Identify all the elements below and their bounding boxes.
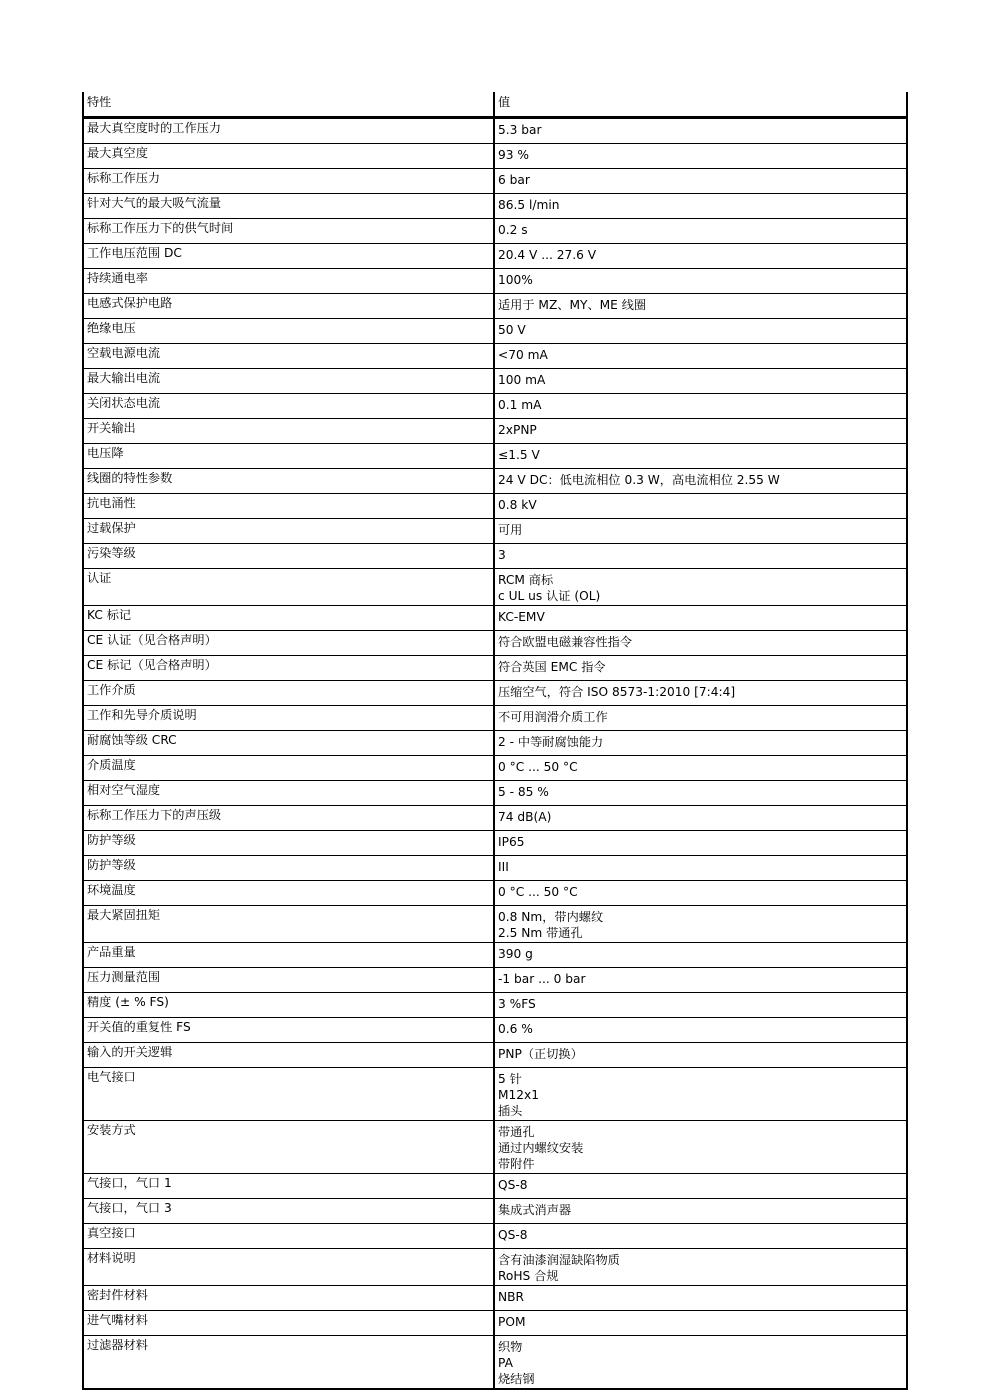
- property-label: 认证: [83, 569, 494, 606]
- property-value: [494, 631, 907, 656]
- property-value-line: 0.6 %: [498, 1022, 533, 1036]
- property-value-line: PNP（正切换）: [498, 1047, 583, 1061]
- table-row: [83, 1068, 907, 1121]
- property-value: [494, 806, 907, 831]
- property-label: 压力测量范围: [83, 968, 494, 993]
- property-label: 精度 (± % FS): [83, 993, 494, 1018]
- table-row: [83, 1286, 907, 1311]
- property-label: 线圈的特性参数: [83, 469, 494, 494]
- table-row: [83, 806, 907, 831]
- property-value-line: 不可用润滑介质工作: [498, 710, 608, 724]
- property-value: [494, 881, 907, 906]
- property-label: 最大输出电流: [83, 369, 494, 394]
- property-label: 抗电涌性: [83, 494, 494, 519]
- table-row: [83, 394, 907, 419]
- property-value: [494, 731, 907, 756]
- property-label: 气接口，气口 1: [83, 1174, 494, 1199]
- property-value-line: 100%: [498, 273, 533, 287]
- property-label: 绝缘电压: [83, 319, 494, 344]
- property-value: [494, 344, 907, 369]
- table-row: [83, 731, 907, 756]
- property-value: [494, 319, 907, 344]
- property-label: 气接口，气口 3: [83, 1199, 494, 1224]
- property-label: 介质温度: [83, 756, 494, 781]
- table-row: [83, 756, 907, 781]
- table-row: [83, 656, 907, 681]
- property-label: 电压降: [83, 444, 494, 469]
- property-value-line: 24 V DC：低电流相位 0.3 W，高电流相位 2.55 W: [498, 473, 780, 487]
- property-label: 工作电压范围 DC: [83, 244, 494, 269]
- property-value: [494, 706, 907, 731]
- property-label: 最大紧固扭矩: [83, 906, 494, 943]
- table-row: [83, 856, 907, 881]
- table-row: [83, 444, 907, 469]
- table-row: [83, 606, 907, 631]
- table-row: [83, 144, 907, 169]
- property-value-line: 2.5 Nm 带通孔: [498, 926, 583, 940]
- property-value-line: 50 V: [498, 323, 526, 337]
- property-value: [494, 394, 907, 419]
- property-label: 密封件材料: [83, 1286, 494, 1311]
- property-value: [494, 169, 907, 194]
- property-value: [494, 219, 907, 244]
- property-value-line: KC-EMV: [498, 610, 545, 624]
- property-value: [494, 519, 907, 544]
- property-label: 标称工作压力下的供气时间: [83, 219, 494, 244]
- property-value: [494, 1068, 907, 1121]
- property-value: [494, 756, 907, 781]
- property-label: 耐腐蚀等级 CRC: [83, 731, 494, 756]
- property-label: 开关输出: [83, 419, 494, 444]
- property-value-line: 3 %FS: [498, 997, 536, 1011]
- table-row: [83, 294, 907, 319]
- table-row: [83, 344, 907, 369]
- property-value-line: RCM 商标: [498, 573, 554, 587]
- property-value: [494, 656, 907, 681]
- table-row: [83, 681, 907, 706]
- property-value: [494, 1018, 907, 1043]
- property-value-line: 符合欧盟电磁兼容性指令: [498, 635, 633, 649]
- property-label: 最大真空度: [83, 144, 494, 169]
- property-value: [494, 1174, 907, 1199]
- table-row: [83, 968, 907, 993]
- property-value: [494, 494, 907, 519]
- property-label: 污染等级: [83, 544, 494, 569]
- property-label: 最大真空度时的工作压力: [83, 118, 494, 144]
- property-value: [494, 993, 907, 1018]
- table-row: [83, 831, 907, 856]
- table-row: [83, 781, 907, 806]
- property-value-line: 5 - 85 %: [498, 785, 549, 799]
- table-row: [83, 244, 907, 269]
- property-label: 环境温度: [83, 881, 494, 906]
- property-value: [494, 1224, 907, 1249]
- property-value-line: 20.4 V ... 27.6 V: [498, 248, 597, 262]
- table-row: [83, 469, 907, 494]
- property-value: [494, 1199, 907, 1224]
- table-row: [83, 1174, 907, 1199]
- table-row: [83, 993, 907, 1018]
- table-row: [83, 1018, 907, 1043]
- table-row: [83, 569, 907, 606]
- property-label: 防护等级: [83, 856, 494, 881]
- spec-table: [82, 92, 908, 1390]
- property-value: [494, 544, 907, 569]
- table-row: [83, 1224, 907, 1249]
- property-value-line: 0.8 kV: [498, 498, 537, 512]
- property-label: 电感式保护电路: [83, 294, 494, 319]
- property-value-line: 86.5 l/min: [498, 198, 560, 212]
- property-label: 安装方式: [83, 1121, 494, 1174]
- table-row: [83, 494, 907, 519]
- property-label: 持续通电率: [83, 269, 494, 294]
- table-row: [83, 1336, 907, 1390]
- property-value-line: 0.2 s: [498, 223, 528, 237]
- table-row: [83, 269, 907, 294]
- property-value-line: 100 mA: [498, 373, 546, 387]
- property-value: [494, 1286, 907, 1311]
- property-label: 相对空气湿度: [83, 781, 494, 806]
- property-value-line: <70 mA: [498, 348, 548, 362]
- table-row: [83, 169, 907, 194]
- property-value-line: 6 bar: [498, 173, 530, 187]
- property-value-line: ≤1.5 V: [498, 448, 540, 462]
- property-value: [494, 144, 907, 169]
- property-value: [494, 831, 907, 856]
- property-value-line: 390 g: [498, 947, 533, 961]
- table-row: [83, 706, 907, 731]
- property-value-line: 2xPNP: [498, 423, 537, 437]
- property-value-line: 74 dB(A): [498, 810, 552, 824]
- property-value-line: 带通孔: [498, 1125, 535, 1139]
- property-value: [494, 1043, 907, 1068]
- table-row: [83, 319, 907, 344]
- property-value-line: 0 °C ... 50 °C: [498, 760, 578, 774]
- property-value: [494, 444, 907, 469]
- property-label: 过载保护: [83, 519, 494, 544]
- table-row: [83, 118, 907, 144]
- spec-table-body: [83, 92, 907, 1389]
- header-value: 值: [494, 92, 907, 118]
- property-value: [494, 906, 907, 943]
- property-label: 标称工作压力下的声压级: [83, 806, 494, 831]
- property-value-line: 插头: [498, 1104, 523, 1118]
- property-value-line: RoHS 合规: [498, 1269, 559, 1283]
- table-row: [83, 369, 907, 394]
- property-label: 关闭状态电流: [83, 394, 494, 419]
- property-value-line: M12x1: [498, 1088, 539, 1102]
- property-value-line: QS-8: [498, 1178, 528, 1192]
- property-value: [494, 943, 907, 968]
- property-value-line: 5 针: [498, 1072, 522, 1086]
- property-label: CE 标记（见合格声明）: [83, 656, 494, 681]
- property-value-line: 5.3 bar: [498, 123, 542, 137]
- property-label: 过滤器材料: [83, 1336, 494, 1390]
- property-value-line: III: [498, 860, 509, 874]
- property-value: [494, 781, 907, 806]
- table-row: [83, 1121, 907, 1174]
- property-label: 输入的开关逻辑: [83, 1043, 494, 1068]
- property-value: [494, 856, 907, 881]
- table-row: [83, 943, 907, 968]
- property-value-line: 0.8 Nm，带内螺纹: [498, 910, 604, 924]
- table-row: [83, 631, 907, 656]
- property-value: [494, 419, 907, 444]
- property-value: [494, 1249, 907, 1286]
- property-label: 工作介质: [83, 681, 494, 706]
- table-row: [83, 1043, 907, 1068]
- property-value-line: 烧结钢: [498, 1372, 535, 1386]
- property-value-line: 压缩空气，符合 ISO 8573-1:2010 [7:4:4]: [498, 685, 736, 699]
- property-value-line: PA: [498, 1356, 513, 1370]
- property-value-line: 3: [498, 548, 506, 562]
- property-value: [494, 469, 907, 494]
- property-value: [494, 269, 907, 294]
- property-label: 材料说明: [83, 1249, 494, 1286]
- property-label: KC 标记: [83, 606, 494, 631]
- property-value-line: NBR: [498, 1290, 524, 1304]
- property-label: 开关值的重复性 FS: [83, 1018, 494, 1043]
- property-label: 标称工作压力: [83, 169, 494, 194]
- property-value: [494, 294, 907, 319]
- table-row: [83, 419, 907, 444]
- property-label: 空载电源电流: [83, 344, 494, 369]
- property-value-line: 93 %: [498, 148, 529, 162]
- property-label: 针对大气的最大吸气流量: [83, 194, 494, 219]
- property-value: [494, 118, 907, 144]
- property-value-line: 可用: [498, 523, 523, 537]
- property-value-line: 0 °C ... 50 °C: [498, 885, 578, 899]
- property-label: 产品重量: [83, 943, 494, 968]
- property-value: [494, 681, 907, 706]
- property-value-line: 带附件: [498, 1157, 535, 1171]
- table-header-row: [83, 92, 907, 118]
- property-value-line: 2 - 中等耐腐蚀能力: [498, 735, 604, 749]
- table-row: [83, 544, 907, 569]
- table-row: [83, 519, 907, 544]
- header-property: 特性: [83, 92, 494, 118]
- property-label: 电气接口: [83, 1068, 494, 1121]
- table-row: [83, 1311, 907, 1336]
- property-value: [494, 606, 907, 631]
- table-row: [83, 194, 907, 219]
- property-value-line: QS-8: [498, 1228, 528, 1242]
- property-value: [494, 1311, 907, 1336]
- table-row: [83, 906, 907, 943]
- table-row: [83, 1249, 907, 1286]
- property-value: [494, 569, 907, 606]
- property-value-line: 织物: [498, 1340, 523, 1354]
- table-row: [83, 219, 907, 244]
- property-value-line: 适用于 MZ、MY、ME 线圈: [498, 298, 647, 312]
- property-label: 真空接口: [83, 1224, 494, 1249]
- property-value: [494, 1336, 907, 1390]
- property-label: 防护等级: [83, 831, 494, 856]
- property-value-line: IP65: [498, 835, 525, 849]
- property-value-line: 集成式消声器: [498, 1203, 572, 1217]
- property-label: CE 认证（见合格声明）: [83, 631, 494, 656]
- property-value-line: 符合英国 EMC 指令: [498, 660, 606, 674]
- property-value: [494, 1121, 907, 1174]
- property-value-line: 通过内螺纹安装: [498, 1141, 584, 1155]
- property-value-line: 含有油漆润湿缺陷物质: [498, 1253, 620, 1267]
- property-label: 工作和先导介质说明: [83, 706, 494, 731]
- property-value: [494, 968, 907, 993]
- table-row: [83, 1199, 907, 1224]
- property-value-line: POM: [498, 1315, 526, 1329]
- table-row: [83, 881, 907, 906]
- property-value: [494, 244, 907, 269]
- property-value-line: c UL us 认证 (OL): [498, 589, 601, 603]
- property-value-line: -1 bar ... 0 bar: [498, 972, 586, 986]
- property-value: [494, 194, 907, 219]
- property-value: [494, 369, 907, 394]
- property-label: 进气嘴材料: [83, 1311, 494, 1336]
- property-value-line: 0.1 mA: [498, 398, 542, 412]
